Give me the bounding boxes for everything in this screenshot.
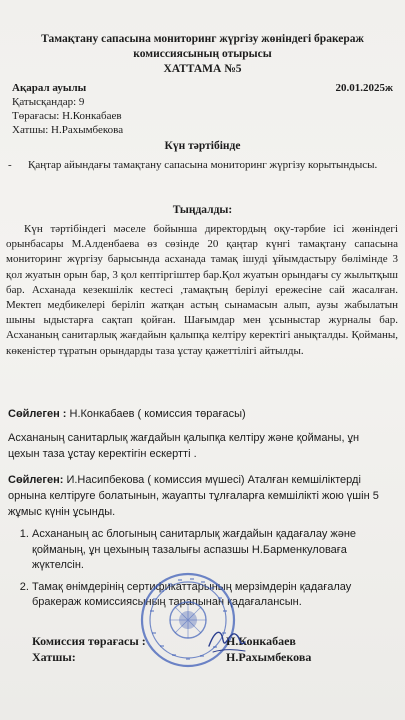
protocol-title: ХАТТАМА №5 (163, 63, 242, 75)
speaker1-label: Сөйлеген : (8, 408, 67, 420)
meta-participants: Қатысқандар: 9 (12, 96, 85, 108)
speaker1-name: Н.Конкабаев ( комиссия төрағасы) (69, 408, 246, 420)
meta-chair: Төрағасы: Н.Конкабаев (12, 110, 122, 122)
listened-title: Тыңдалды: (172, 204, 233, 216)
meta-secretary: Хатшы: Н.Рахымбекова (12, 124, 124, 136)
speaker2-label: Сөйлеген: (8, 474, 64, 486)
speaker2-text: И.Насипбекова ( комиссия мүшесі) Аталған кемшіліктерді орнына келтіруге болатынын, жауапты тұлғаларға кемшілікті жою үшін 5 жұмыс күнін ұсынды. (8, 474, 379, 518)
speaker1-line (8, 408, 246, 420)
agenda-bullet: - (8, 159, 12, 171)
header-line-2: комиссиясының отырысы (133, 48, 272, 60)
speaker1-text: Асхананың санитарлық жағдайын қалыпқа келтіру және қойманы, ұн цехын таза ұстау керектігін ескертті . (8, 432, 360, 460)
secretary-signature-label: Хатшы: (32, 650, 76, 664)
chair-signature-label: Комиссия төрағасы : (32, 634, 146, 648)
agenda-title: Күн тәртібінде (164, 140, 241, 152)
header-line-1: Тамақтану сапасына мониторинг жүргізу жөніндегі бракераж (41, 33, 364, 45)
chair-signature-name: Н.Конкабаев (226, 634, 296, 648)
decision-item: 1. Асхананың ас блогының санитарлық жағдайын қадағалау және қойманың, ұн цехының тазалығы аспазшы Н.Барменкуловаға жүктелсін. (32, 527, 388, 574)
secretary-signature-name: Н.Рахымбекова (226, 650, 312, 664)
speaker2-block (8, 472, 392, 520)
meta-place: Ақарал ауылы (12, 82, 87, 94)
decision-item: 2. Тамақ өнімдерінің сертификаттарының мерзімдерін қадағалау бракераж комиссиясының тарапынан қадағалансын. (32, 580, 388, 611)
meta-date: 20.01.2025ж (335, 82, 393, 94)
agenda-item: Қаңтар айындағы тамақтану сапасына мониторинг жүргізу корытындысы. (28, 159, 378, 171)
handwritten-signature-icon (205, 622, 250, 658)
listened-text: Күн тәртібіндегі мәселе бойынша директордың оқу-тәрбие ісі жөніндегі орынбасары М.Алденбаева өз сөзінде 20 қаңтар күнгі тамақтану сапасына мониторинг жүргізу барысында асханада тамақ ішуді ұйымдастыру бөлімінде 3 қол жуатын орын бар, 3 қол кептіргіштер бар.Қол жуатын орындағы су жылытқыш бар. Асханада кезекшілік кестесі ,тамақтың берілуі ережесіне сай жасалған. Мектеп медбикелері беріліп жатқан астың сынамасын алып, аузы жабылатын шыны ыдыстарға сақтап қойған. Шағымдар мен ұсыныстар журналы бар. Асхананың санитарлық жағдайын қалыпқа келтіру керектігі анықталды. Қойманы, көкеністер тұратын орындарды таза ұстау қажеттілігі айтылды. (6, 223, 398, 357)
